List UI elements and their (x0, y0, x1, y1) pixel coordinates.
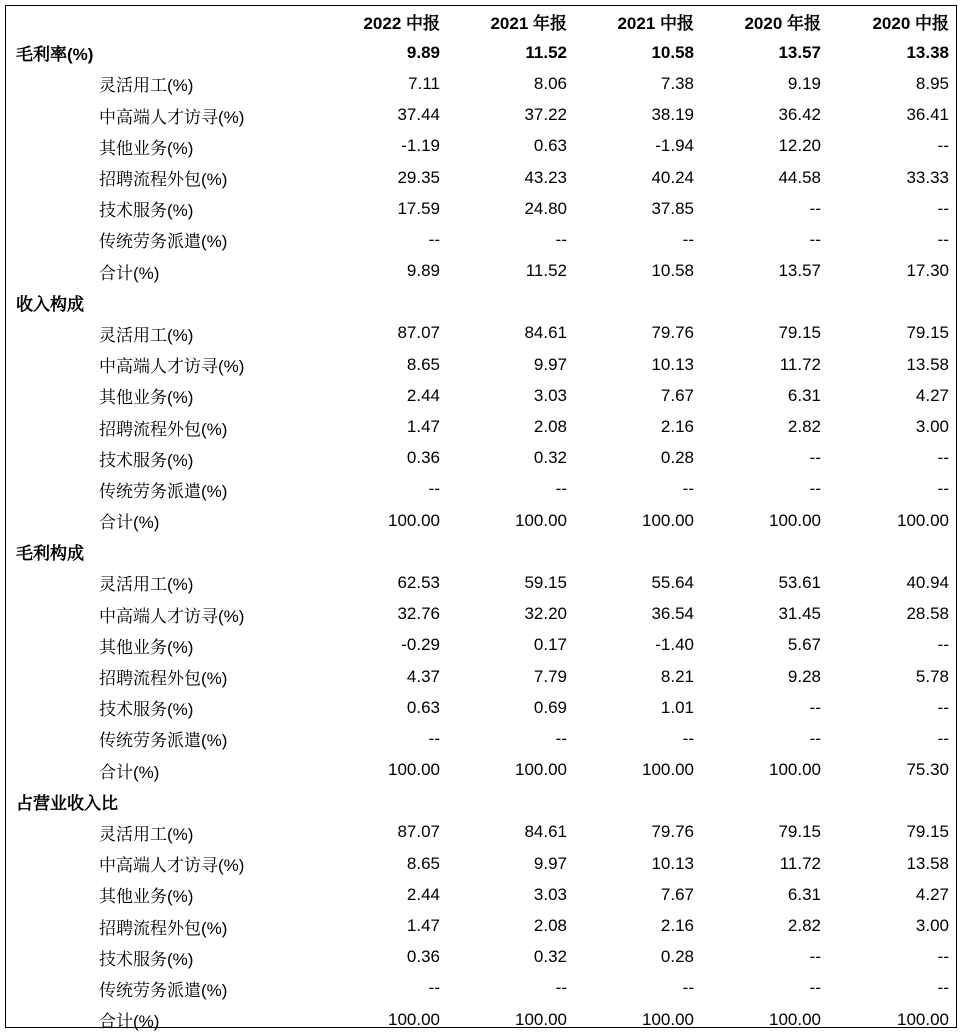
row-label: 传统劳务派遣(%) (99, 481, 228, 501)
row-value: 37.44 (397, 105, 440, 125)
row-value: 100.00 (769, 1009, 821, 1029)
row-value: -- (809, 978, 821, 998)
table-row (6, 661, 957, 692)
row-value: 79.15 (778, 822, 821, 842)
row-value: 43.23 (524, 167, 567, 187)
row-value: 8.65 (406, 853, 440, 873)
section-title: 毛利构成 (16, 544, 84, 564)
table-frame (5, 5, 957, 1032)
row-value: -- (555, 229, 567, 249)
table-row (6, 567, 957, 598)
table-row (6, 162, 957, 193)
row-value: 5.67 (787, 635, 821, 655)
row-value: 0.36 (406, 448, 440, 468)
row-value: -- (809, 697, 821, 717)
row-value: -- (937, 947, 949, 967)
row-label: 灵活用工(%) (99, 575, 194, 595)
row-value: 0.63 (406, 697, 440, 717)
row-value: -- (809, 947, 821, 967)
row-label: 招聘流程外包(%) (99, 918, 228, 938)
row-value: -- (937, 198, 949, 218)
section-value (829, 287, 957, 318)
row-value: 100.00 (515, 760, 567, 780)
row-value: 33.33 (906, 167, 949, 187)
table-row (6, 505, 957, 536)
row-value: -- (682, 229, 694, 249)
row-value: 0.32 (533, 448, 567, 468)
row-label: 传统劳务派遣(%) (99, 980, 228, 1000)
column-header: 2022 中报 (363, 14, 440, 34)
row-value: 24.80 (524, 198, 567, 218)
row-value: -- (937, 978, 949, 998)
row-value: -- (937, 229, 949, 249)
row-label: 其他业务(%) (99, 887, 194, 907)
row-value: 100.00 (388, 510, 440, 530)
table-row (6, 193, 957, 224)
row-label: 灵活用工(%) (99, 325, 194, 345)
section-value (448, 287, 575, 318)
row-value: 11.52 (525, 261, 567, 281)
table-row (6, 131, 957, 162)
table-row (6, 224, 957, 255)
row-value: 100.00 (642, 510, 694, 530)
row-value: -1.40 (655, 635, 694, 655)
row-value: 1.01 (660, 697, 694, 717)
row-value: 8.95 (915, 73, 949, 93)
row-value: 17.30 (906, 261, 949, 281)
row-value: -- (555, 978, 567, 998)
row-value: 2.08 (533, 417, 567, 437)
row-value: 9.19 (787, 73, 821, 93)
row-label: 招聘流程外包(%) (99, 669, 228, 689)
section-value (702, 536, 829, 567)
row-value: 0.36 (406, 947, 440, 967)
section-row (6, 536, 957, 567)
row-value: 100.00 (769, 760, 821, 780)
row-value: 7.11 (408, 73, 440, 93)
column-header: 2020 年报 (744, 14, 821, 34)
row-label: 招聘流程外包(%) (99, 170, 228, 190)
row-label: 技术服务(%) (99, 450, 194, 470)
row-value: 10.58 (651, 261, 694, 281)
row-value: 2.82 (787, 417, 821, 437)
row-value: 79.76 (651, 822, 694, 842)
row-value: -- (809, 448, 821, 468)
row-value: -- (428, 978, 440, 998)
row-value: 37.22 (524, 105, 567, 125)
row-label: 招聘流程外包(%) (99, 419, 228, 439)
row-value: -- (428, 229, 440, 249)
table-row (6, 100, 957, 131)
row-value: 100.00 (515, 1009, 567, 1029)
row-value: 1.47 (406, 916, 440, 936)
row-value: 5.78 (915, 666, 949, 686)
row-value: 44.58 (778, 167, 821, 187)
row-value: -- (937, 479, 949, 499)
table-body (6, 37, 957, 1035)
section-title: 占营业收入比 (16, 793, 118, 813)
row-value: 2.44 (406, 385, 440, 405)
row-value: 13.57 (778, 261, 821, 281)
row-value: 79.15 (906, 822, 949, 842)
table-row (6, 879, 957, 910)
row-value: 1.47 (406, 417, 440, 437)
row-value: 7.67 (660, 385, 694, 405)
row-value: 100.00 (388, 760, 440, 780)
row-label: 技术服务(%) (99, 700, 194, 720)
row-value: 100.00 (769, 510, 821, 530)
table-row (6, 817, 957, 848)
row-value: 79.15 (906, 323, 949, 343)
row-value: 100.00 (897, 1009, 949, 1029)
row-value: 2.44 (406, 884, 440, 904)
row-value: 12.20 (778, 136, 821, 156)
section-value: 13.38 (906, 42, 949, 62)
row-value: 36.41 (906, 105, 949, 125)
row-value: 53.61 (778, 572, 821, 592)
header-row (6, 6, 957, 37)
table-row (6, 443, 957, 474)
row-value: -- (937, 136, 949, 156)
row-value: 7.67 (660, 884, 694, 904)
row-value: 10.13 (651, 853, 694, 873)
row-value: -- (937, 728, 949, 748)
table-row (6, 411, 957, 442)
row-value: 40.24 (651, 167, 694, 187)
row-value: -0.29 (401, 635, 440, 655)
row-value: 4.27 (915, 884, 949, 904)
row-value: 11.72 (779, 853, 821, 873)
row-label: 传统劳务派遣(%) (99, 731, 228, 751)
section-value (829, 786, 957, 817)
section-row (6, 37, 957, 68)
section-value: 10.58 (651, 42, 694, 62)
row-value: -1.19 (401, 136, 440, 156)
row-value: 0.69 (533, 697, 567, 717)
row-value: 36.42 (778, 105, 821, 125)
row-value: 0.63 (533, 136, 567, 156)
row-label: 中高端人才访寻(%) (99, 856, 245, 876)
table-row (6, 1004, 957, 1035)
row-value: 79.15 (778, 323, 821, 343)
row-label: 中高端人才访寻(%) (99, 357, 245, 377)
table-row (6, 474, 957, 505)
table-row (6, 692, 957, 723)
row-value: 2.16 (660, 417, 694, 437)
row-value: 2.82 (787, 916, 821, 936)
row-value: 32.76 (397, 604, 440, 624)
table-row (6, 68, 957, 99)
row-value: -- (937, 697, 949, 717)
row-value: 4.37 (406, 666, 440, 686)
row-label: 传统劳务派遣(%) (99, 232, 228, 252)
section-value (321, 786, 448, 817)
section-value: 11.52 (525, 42, 567, 62)
section-value (448, 536, 575, 567)
row-label: 灵活用工(%) (99, 76, 194, 96)
row-value: -1.94 (655, 136, 694, 156)
row-value: 3.03 (533, 385, 567, 405)
section-title: 毛利率(%) (16, 45, 94, 65)
row-label: 其他业务(%) (99, 138, 194, 158)
row-value: -- (937, 448, 949, 468)
row-label: 合计(%) (99, 263, 160, 283)
section-value (575, 287, 702, 318)
table-row (6, 599, 957, 630)
row-value: -- (937, 635, 949, 655)
row-value: 32.20 (524, 604, 567, 624)
row-value: 0.32 (533, 947, 567, 967)
row-value: 9.97 (533, 853, 567, 873)
row-value: 100.00 (642, 760, 694, 780)
row-value: 59.15 (524, 572, 567, 592)
row-value: 4.27 (915, 385, 949, 405)
row-value: -- (428, 479, 440, 499)
row-value: 7.38 (660, 73, 694, 93)
section-value (702, 287, 829, 318)
section-row (6, 786, 957, 817)
row-value: 100.00 (897, 510, 949, 530)
row-value: 40.94 (906, 572, 949, 592)
row-value: 3.00 (915, 417, 949, 437)
row-value: -- (809, 479, 821, 499)
row-label: 合计(%) (99, 1012, 160, 1032)
row-value: -- (555, 479, 567, 499)
column-header: 2021 中报 (617, 14, 694, 34)
row-value: 6.31 (787, 385, 821, 405)
section-row (6, 287, 957, 318)
row-value: 3.00 (915, 916, 949, 936)
row-value: -- (809, 229, 821, 249)
section-value (448, 786, 575, 817)
table-row (6, 910, 957, 941)
table-row (6, 942, 957, 973)
row-value: 8.65 (406, 354, 440, 374)
section-value (321, 536, 448, 567)
row-label: 其他业务(%) (99, 388, 194, 408)
section-value: 9.89 (406, 42, 440, 62)
table-row (6, 755, 957, 786)
row-value: -- (428, 728, 440, 748)
row-value: 2.16 (660, 916, 694, 936)
row-value: 17.59 (397, 198, 440, 218)
row-label: 合计(%) (99, 762, 160, 782)
row-value: 84.61 (524, 822, 567, 842)
section-value (321, 287, 448, 318)
row-value: 100.00 (515, 510, 567, 530)
row-value: -- (555, 728, 567, 748)
section-value (575, 786, 702, 817)
financial-table (6, 6, 957, 1035)
row-value: 36.54 (651, 604, 694, 624)
table-row (6, 848, 957, 879)
row-value: 13.58 (906, 853, 949, 873)
row-value: 3.03 (533, 884, 567, 904)
section-value: 13.57 (778, 42, 821, 62)
row-value: 100.00 (388, 1009, 440, 1029)
table-row (6, 630, 957, 661)
row-label: 中高端人才访寻(%) (99, 606, 245, 626)
row-value: 87.07 (397, 822, 440, 842)
section-value (702, 786, 829, 817)
section-value (829, 536, 957, 567)
row-label: 其他业务(%) (99, 637, 194, 657)
row-value: 13.58 (906, 354, 949, 374)
row-value: 28.58 (906, 604, 949, 624)
row-label: 技术服务(%) (99, 949, 194, 969)
row-value: 2.08 (533, 916, 567, 936)
row-value: 10.13 (651, 354, 694, 374)
table-row (6, 973, 957, 1004)
row-label: 灵活用工(%) (99, 824, 194, 844)
table-row (6, 318, 957, 349)
table-row (6, 723, 957, 754)
row-value: 0.17 (533, 635, 567, 655)
row-value: 0.28 (660, 947, 694, 967)
row-value: 9.97 (533, 354, 567, 374)
row-value: 75.30 (906, 760, 949, 780)
row-value: 8.06 (533, 73, 567, 93)
header-corner (6, 6, 321, 37)
section-title: 收入构成 (16, 294, 84, 314)
row-value: 84.61 (524, 323, 567, 343)
row-value: 38.19 (651, 105, 694, 125)
row-label: 合计(%) (99, 513, 160, 533)
table-row (6, 349, 957, 380)
row-value: 62.53 (397, 572, 440, 592)
row-value: 79.76 (651, 323, 694, 343)
row-value: 8.21 (660, 666, 694, 686)
row-value: 37.85 (651, 198, 694, 218)
section-value (575, 536, 702, 567)
row-value: 11.72 (779, 354, 821, 374)
column-header: 2020 中报 (872, 14, 949, 34)
row-value: 87.07 (397, 323, 440, 343)
row-value: 9.28 (787, 666, 821, 686)
row-value: 31.45 (778, 604, 821, 624)
row-value: -- (682, 479, 694, 499)
table-row (6, 256, 957, 287)
row-value: 100.00 (642, 1009, 694, 1029)
row-label: 中高端人才访寻(%) (99, 107, 245, 127)
row-value: 6.31 (787, 884, 821, 904)
row-value: 55.64 (651, 572, 694, 592)
column-header: 2021 年报 (490, 14, 567, 34)
table-row (6, 380, 957, 411)
row-value: 29.35 (397, 167, 440, 187)
row-value: -- (809, 198, 821, 218)
row-value: -- (682, 978, 694, 998)
row-value: -- (682, 728, 694, 748)
row-value: -- (809, 728, 821, 748)
row-label: 技术服务(%) (99, 201, 194, 221)
row-value: 0.28 (660, 448, 694, 468)
row-value: 9.89 (406, 261, 440, 281)
row-value: 7.79 (533, 666, 567, 686)
